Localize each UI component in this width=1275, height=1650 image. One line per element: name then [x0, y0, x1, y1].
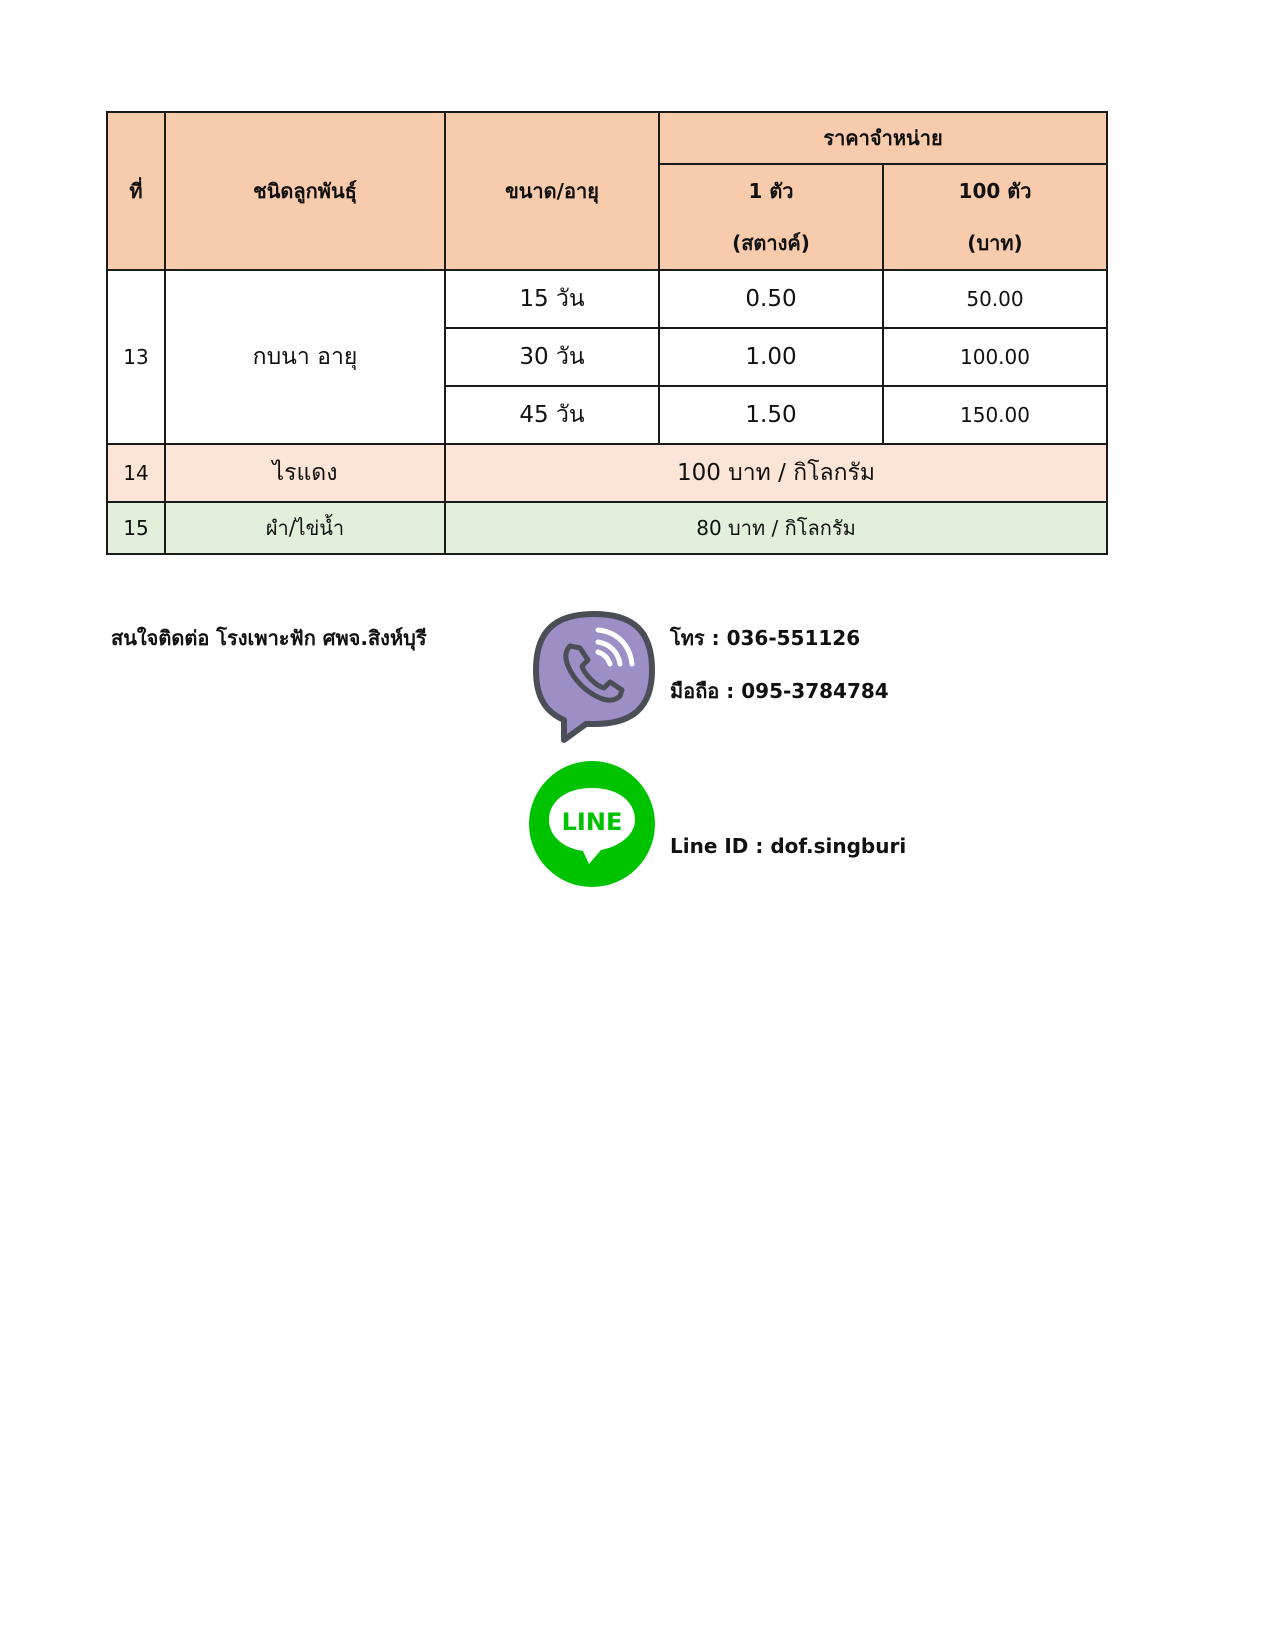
row-price-hundred: 100.00	[883, 328, 1107, 386]
row-age: 30 วัน	[445, 328, 659, 386]
header-no: ที่	[107, 112, 165, 270]
table-row	[107, 444, 1107, 502]
header-per-one-label: 1 ตัว	[748, 179, 794, 203]
header-per-hundred-label: 100 ตัว	[958, 179, 1032, 203]
row-price-hundred: 50.00	[883, 270, 1107, 328]
line-logo-text: LINE	[561, 808, 623, 836]
row-price-one: 1.50	[659, 386, 883, 444]
header-per-hundred	[883, 164, 1107, 270]
row-price: 100 บาท / กิโลกรัม	[445, 444, 1107, 502]
row-age: 45 วัน	[445, 386, 659, 444]
line-id: Line ID : dof.singburi	[670, 834, 907, 858]
header-per-one-unit: (สตางค์)	[732, 231, 810, 255]
price-table	[106, 111, 1108, 555]
table-row	[107, 270, 1107, 328]
row-no: 15	[107, 502, 165, 554]
header-species: ชนิดลูกพันธุ์	[165, 112, 445, 270]
table-row	[107, 502, 1107, 554]
row-price-one: 1.00	[659, 328, 883, 386]
row-species: ผำ/ไข่น้ำ	[165, 502, 445, 554]
row-price-hundred: 150.00	[883, 386, 1107, 444]
mobile-number: มือถือ : 095-3784784	[670, 679, 889, 703]
row-species: ไรแดง	[165, 444, 445, 502]
viber-icon	[530, 608, 658, 746]
row-age: 15 วัน	[445, 270, 659, 328]
row-price: 80 บาท / กิโลกรัม	[445, 502, 1107, 554]
header-price-group: ราคาจำหน่าย	[659, 112, 1107, 164]
row-price-one: 0.50	[659, 270, 883, 328]
line-icon	[527, 758, 657, 890]
header-per-one	[659, 164, 883, 270]
phone-number: โทร : 036-551126	[670, 626, 861, 650]
contact-label: สนใจติดต่อ โรงเพาะฟัก ศพจ.สิงห์บุรี	[111, 626, 427, 650]
row-no: 14	[107, 444, 165, 502]
row-no: 13	[107, 270, 165, 444]
row-species: กบนา อายุ	[165, 270, 445, 444]
header-size: ขนาด/อายุ	[445, 112, 659, 270]
header-per-hundred-unit: (บาท)	[967, 231, 1023, 255]
